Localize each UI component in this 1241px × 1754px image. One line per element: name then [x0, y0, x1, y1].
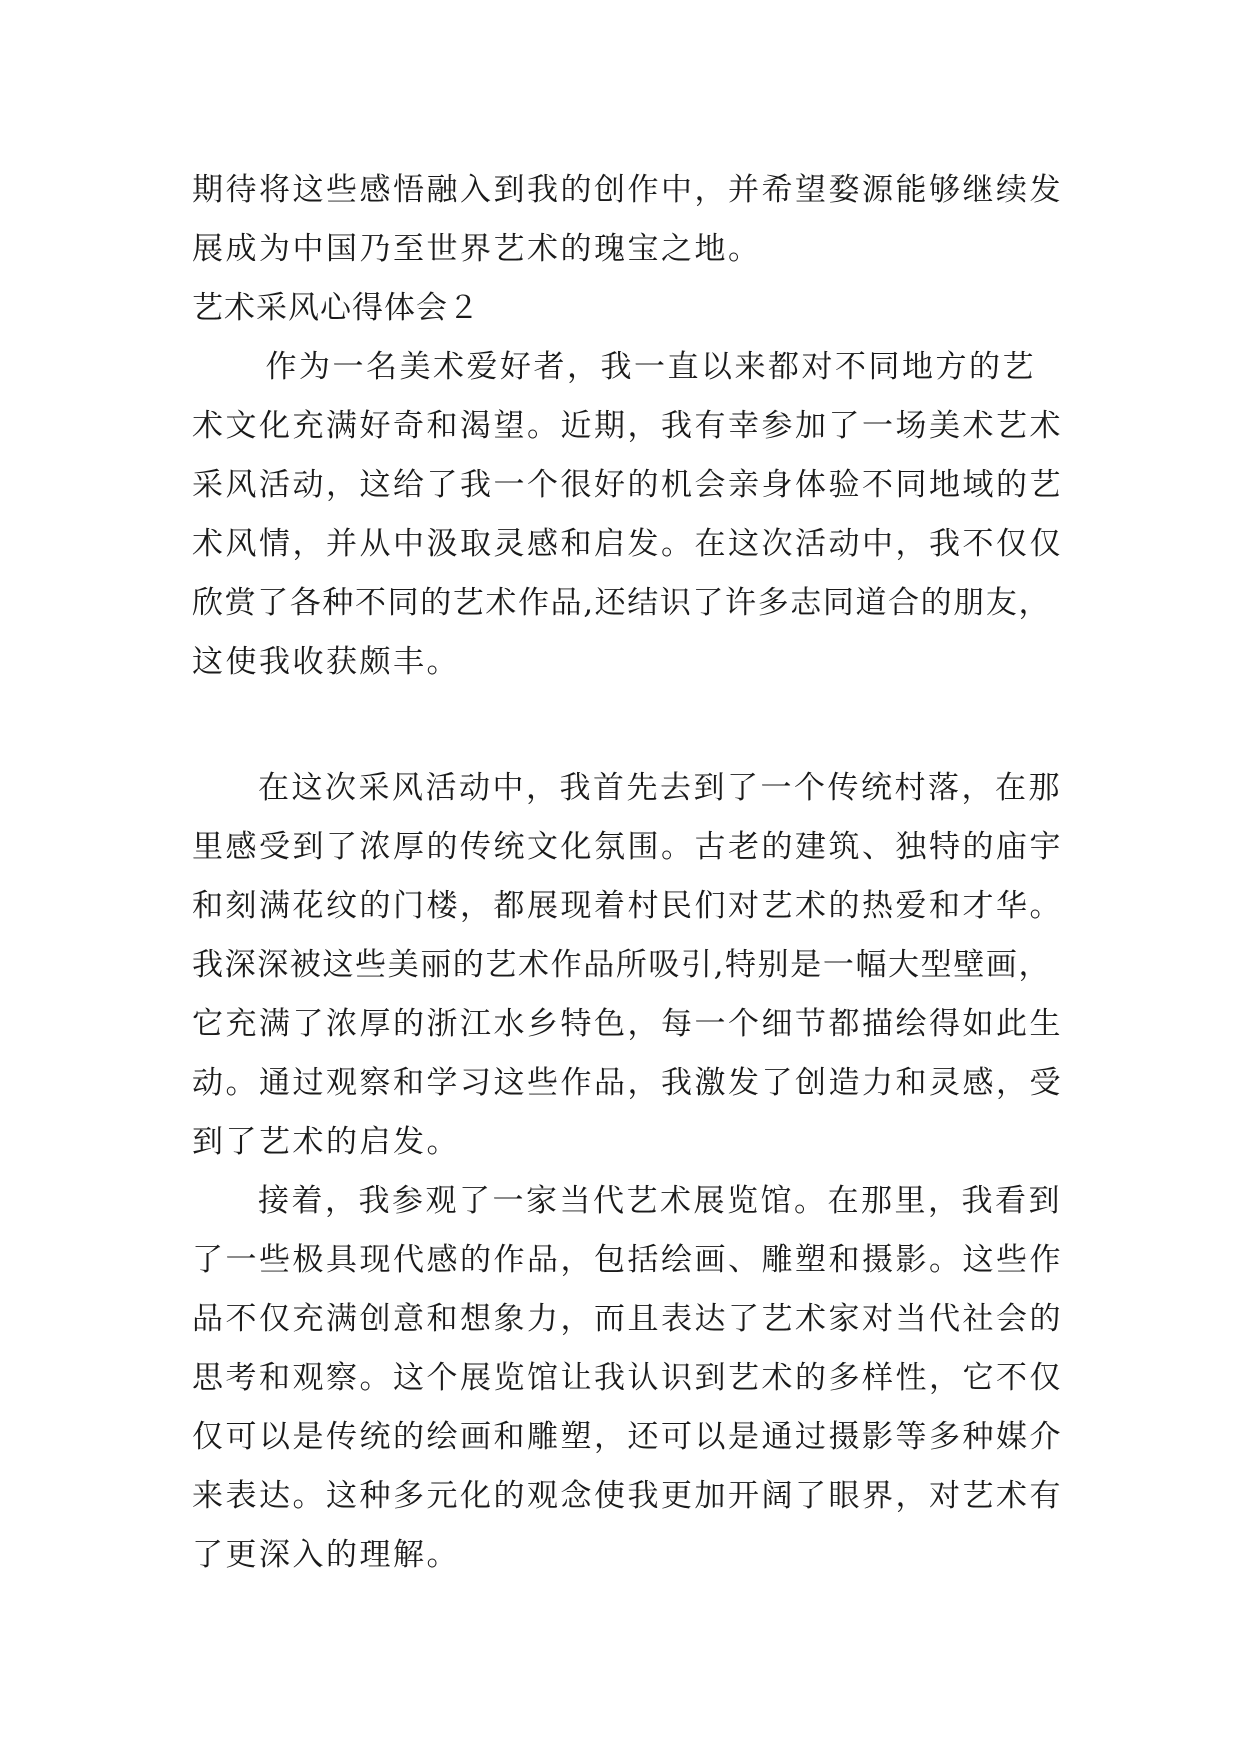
continuation-line-2: 展成为中国乃至世界艺术的瑰宝之地。	[192, 231, 762, 267]
paragraph-1-line-5: 欣赏了各种不同的艺术作品,还结识了许多志同道合的朋友，	[192, 585, 1052, 621]
paragraph-2-line-5: 它充满了浓厚的浙江水乡特色，每一个细节都描绘得如此生	[192, 1006, 1063, 1042]
paragraph-3-line-4: 思考和观察。这个展览馆让我认识到艺术的多样性，它不仅	[192, 1360, 1063, 1396]
paragraph-1-line-4: 术风情，并从中汲取灵感和启发。在这次活动中，我不仅仅	[192, 526, 1063, 562]
paragraph-1-line-6: 这使我收获颇丰。	[192, 644, 460, 680]
paragraph-1-line-3: 采风活动，这给了我一个很好的机会亲身体验不同地域的艺	[192, 467, 1063, 503]
continuation-line-1: 期待将这些感悟融入到我的创作中，并希望婺源能够继续发	[192, 172, 1063, 208]
section-title: 艺术采风心得体会２	[192, 290, 480, 326]
paragraph-1-line-2: 术文化充满好奇和渴望。近期，我有幸参加了一场美术艺术	[192, 408, 1063, 444]
paragraph-3-line-1: 接着，我参观了一家当代艺术展览馆。在那里，我看到	[258, 1183, 1062, 1219]
paragraph-3-line-5: 仅可以是传统的绘画和雕塑，还可以是通过摄影等多种媒介	[192, 1419, 1063, 1455]
paragraph-3-line-3: 品不仅充满创意和想象力，而且表达了艺术家对当代社会的	[192, 1301, 1063, 1337]
paragraph-2-line-2: 里感受到了浓厚的传统文化氛围。古老的建筑、独特的庙宇	[192, 829, 1063, 865]
paragraph-3-line-2: 了一些极具现代感的作品，包括绘画、雕塑和摄影。这些作	[192, 1242, 1063, 1278]
paragraph-3-line-7: 了更深入的理解。	[192, 1537, 460, 1573]
paragraph-2-line-7: 到了艺术的启发。	[192, 1124, 460, 1160]
paragraph-2-line-4: 我深深被这些美丽的艺术作品所吸引,特别是一幅大型壁画，	[192, 947, 1052, 983]
paragraph-2-line-6: 动。通过观察和学习这些作品，我激发了创造力和灵感，受	[192, 1065, 1063, 1101]
paragraph-1-line-1: 作为一名美术爱好者，我一直以来都对不同地方的艺	[232, 349, 1036, 385]
paragraph-2-line-3: 和刻满花纹的门楼，都展现着村民们对艺术的热爱和才华。	[192, 888, 1063, 924]
paragraph-3-line-6: 来表达。这种多元化的观念使我更加开阔了眼界，对艺术有	[192, 1478, 1063, 1514]
paragraph-2-line-1: 在这次采风活动中，我首先去到了一个传统村落，在那	[258, 770, 1062, 806]
